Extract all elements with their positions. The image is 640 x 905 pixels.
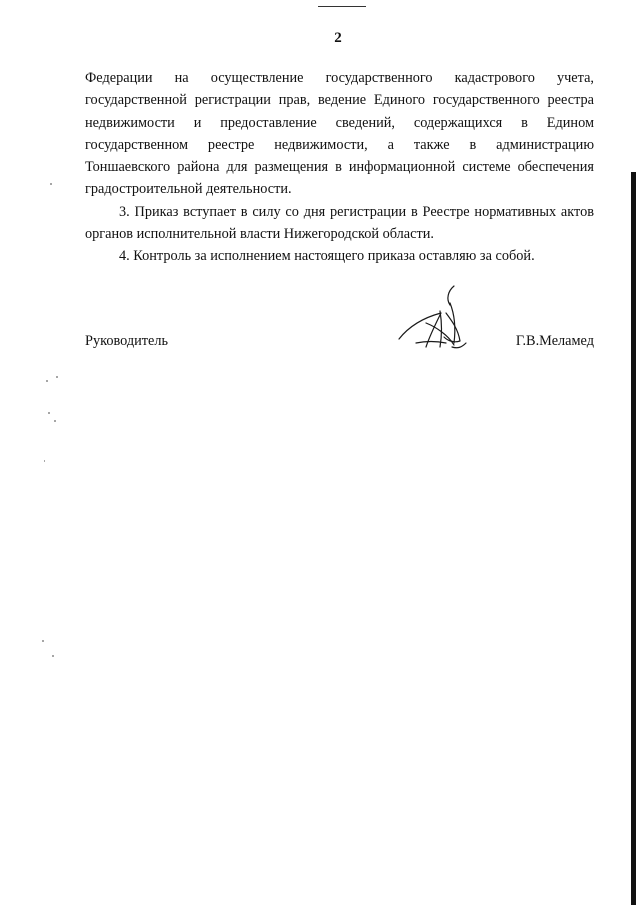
scan-speck [54,420,56,422]
scan-speck [42,640,44,642]
paragraph-3-line-2: органов исполнительной власти Нижегородской области. [85,226,434,243]
document-body [85,67,594,268]
top-rule [318,6,366,7]
signatory-name: Г.В.Меламед [515,333,594,349]
paragraph-1-line-4: государственном реестре недвижимости, а также в администрацию [85,136,594,153]
paragraph-1-line-2: государственной регистрации прав, ведение Единого государственного реестра [85,92,594,109]
paragraph-1-line-1: Федерации на осуществление государственного кадастрового учета, [85,70,594,86]
paragraph-4-line-1: 4. Контроль за исполнением настоящего приказа оставляю за собой. [119,248,535,265]
scan-speck [56,376,58,378]
paragraph-1-line-6: градостроительной деятельности. [85,181,292,198]
scan-speck [52,655,54,657]
scan-speck [44,460,45,462]
paragraph-3-line-1: 3. Приказ вступает в силу со дня регистрации в Реестре нормативных актов [119,203,594,220]
paragraph-1-line-5: Тоншаевского района для размещения в информационной системе обеспечения [85,159,594,176]
scan-speck [46,380,48,382]
scan-edge-shadow [631,172,636,905]
signatory-position: Руководитель [85,333,169,349]
page-number: 2 [334,30,342,46]
paragraph-1-line-3: недвижимости и предоставление сведений, содержащихся в Едином [85,114,594,131]
scan-speck [48,412,50,414]
handwritten-signature [396,283,486,355]
scan-speck [50,183,52,185]
